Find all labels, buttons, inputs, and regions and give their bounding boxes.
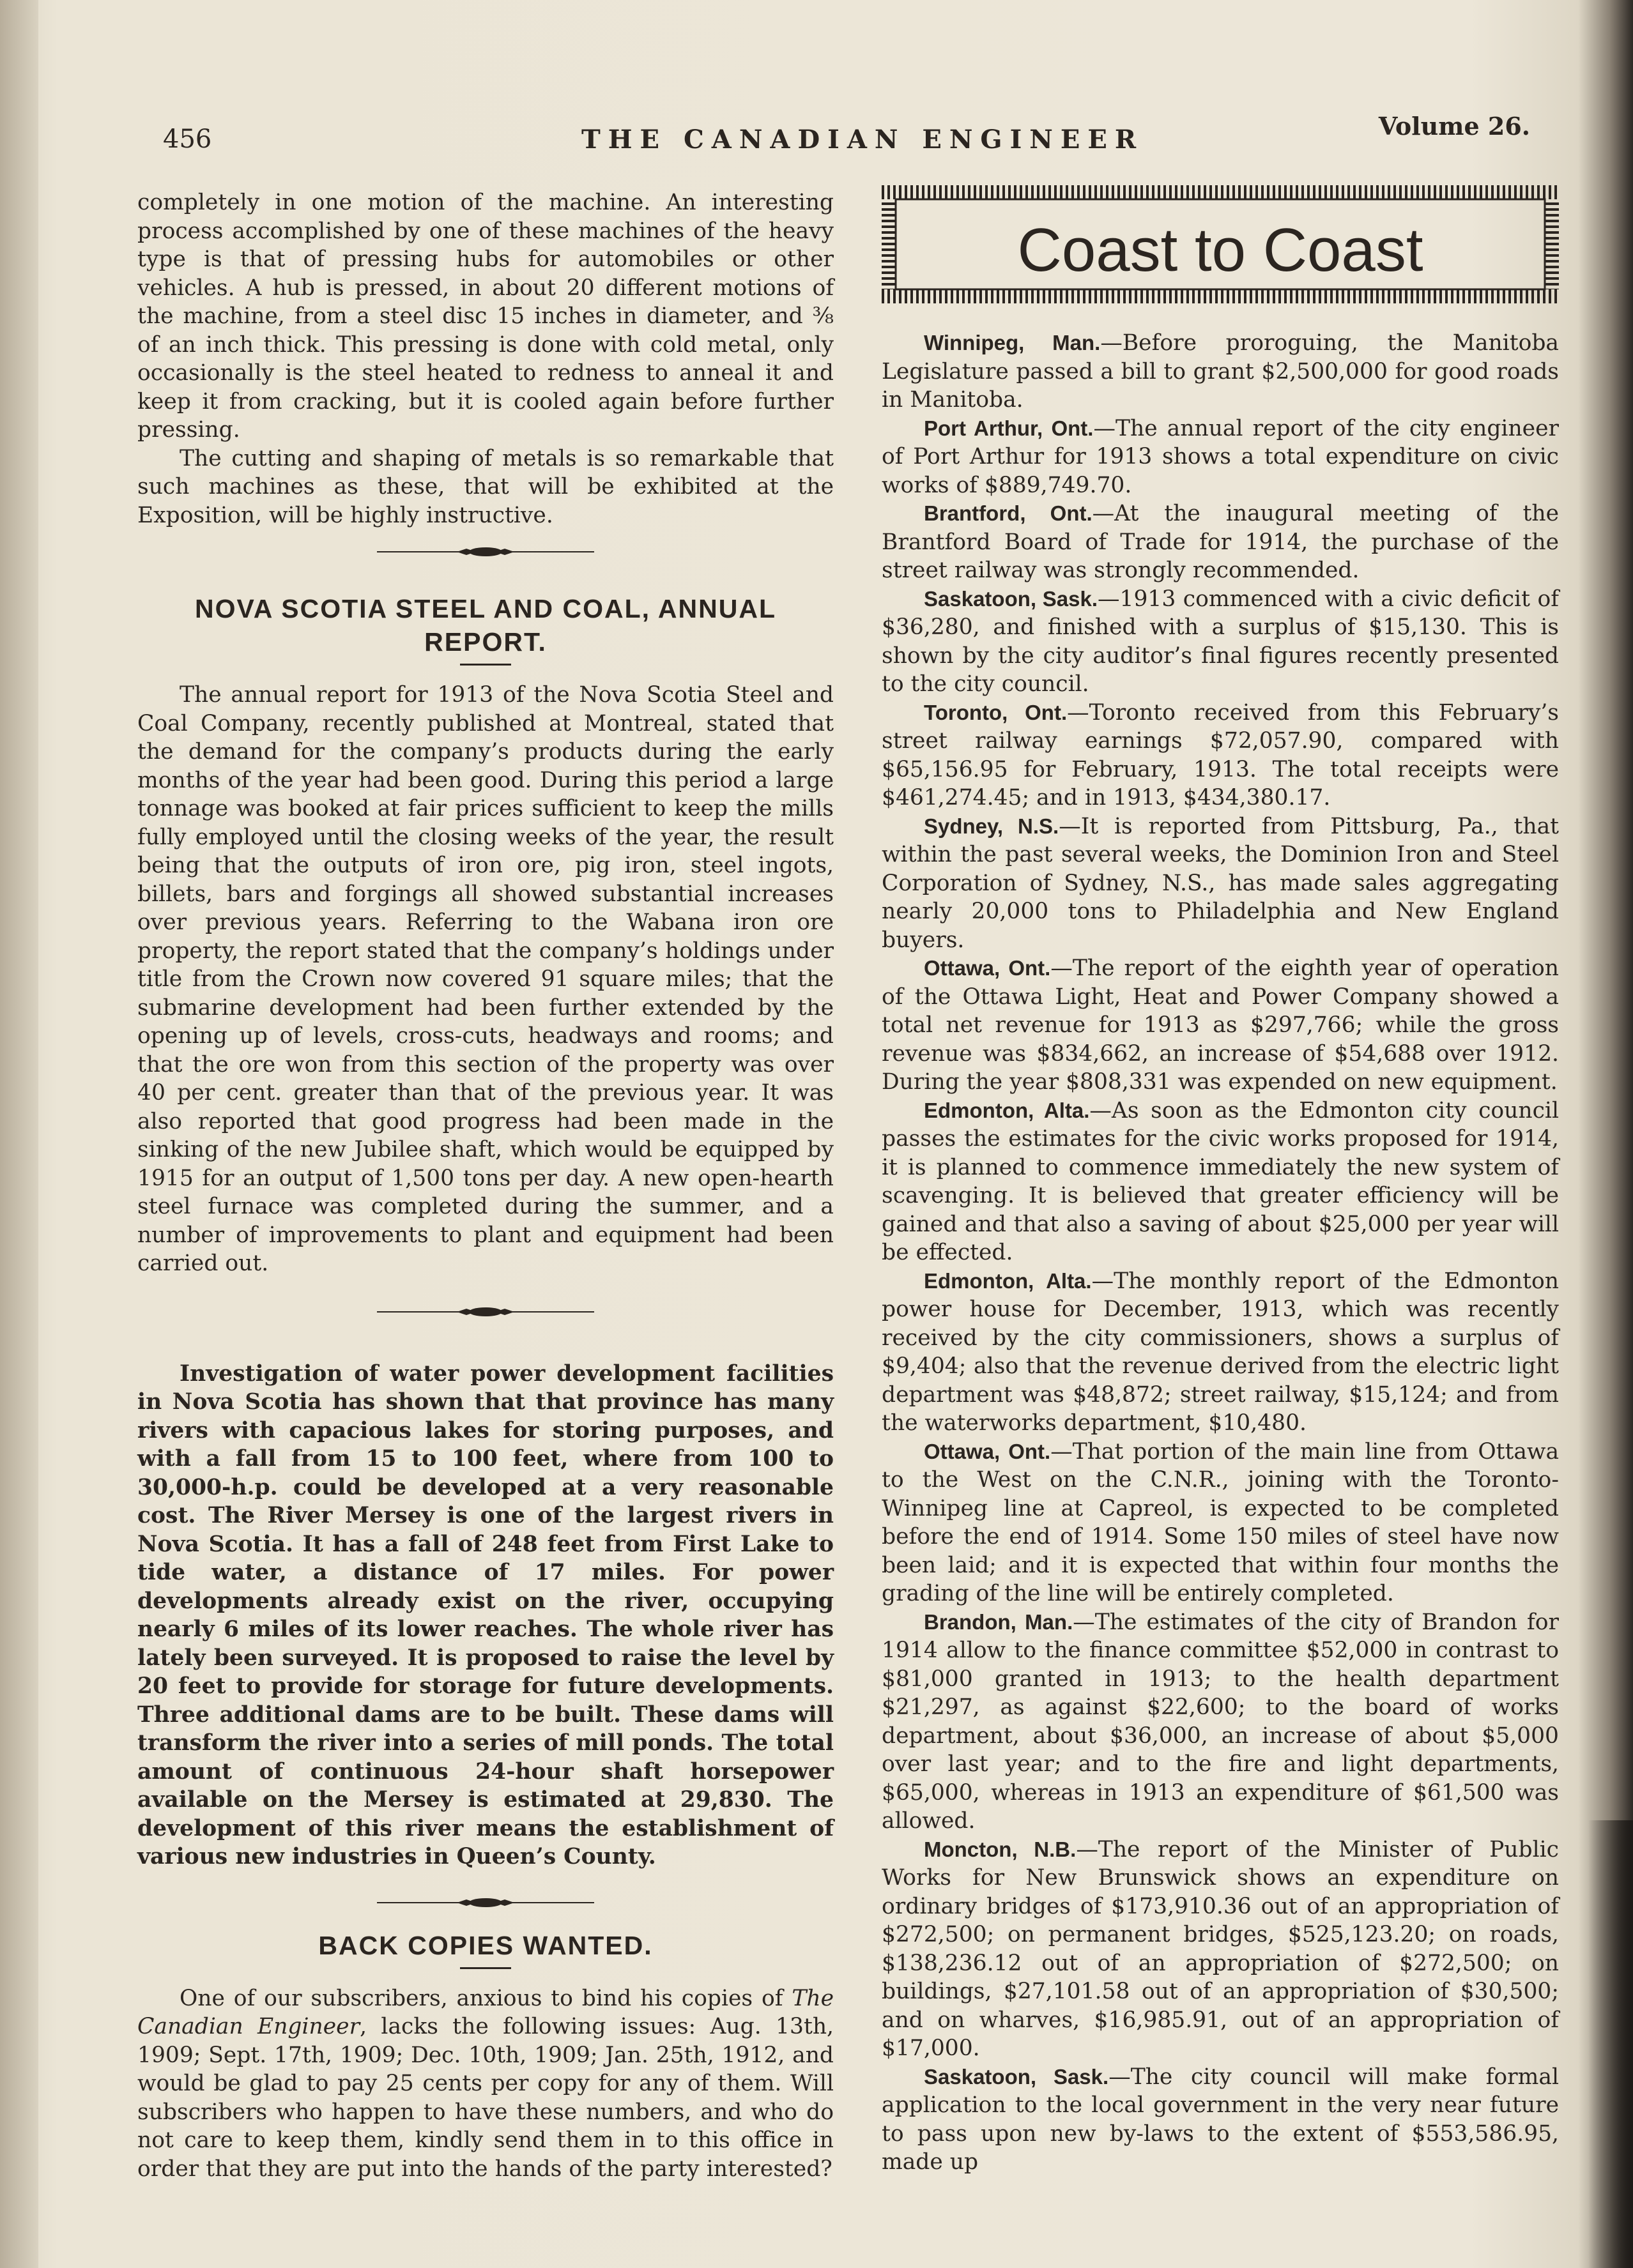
right-column [882, 185, 1559, 2177]
news-entry-text: —The report of the Minister of Public Works for New Brunswick shows an expenditure on ordinary bridges of $173,910.36 out of an appropriation of $272,500; on permanent bridges, $525,123.20; on roads, $138,236.12 out of an appropriation of $272,500; on buildings, $27,101.58 out of an appropriation of $30,500; and on wharves, $16,985.91, out of an appropriation of $17,000. [882, 1836, 1559, 2061]
article-title-back-copies: BACK COPIES WANTED. [318, 1930, 653, 1960]
news-entry [882, 2063, 1559, 2177]
news-entry [882, 812, 1559, 955]
article-body-nova-scotia: The annual report for 1913 of the Nova Scotia Steel and Coal Company, recently published at Montreal, stated that the demand for the company’s products during the early months of the year had been good. During this period a large tonnage was booked at fair prices sufficient to keep the mills fully employed until the closing weeks of the year, the result being that the outputs of iron ore, pig iron, steel ingots, billets, bars and forgings all showed substantial increases over previous years. Referring to the Wabana iron ore property, the report stated that the company’s holdings under title from the Crown now covered 91 square miles; that the submarine development had been further extended by the opening up of levels, cross-cuts, headways and rooms; and that the ore won from this section of the property was over 40 per cent. greater than that of the previous year. It was also reported that good progress had been made in the sinking of the new Jubilee shaft, which would be equipped by 1915 for an output of 1,500 tons per day. A new open-hearth steel furnace was completed during the summer, and a number of improvements to plant and equipment had been carried out. [137, 682, 834, 1276]
news-entry-place: Saskatoon, Sask. [924, 586, 1098, 611]
news-entry-text: —It is reported from Pittsburg, Pa., that within the past several weeks, the Dominion Iron and Steel Corporation of Sydney, N.S., has made sales aggregating nearly 20,000 tons to Philadelphia and New England buyers. [882, 813, 1560, 953]
news-entry-text: —1913 commenced with a civic deficit of $36,280, and finished with a surplus of $15,130. This is shown by the city auditor’s final figures recently presented to the city council. [882, 586, 1559, 697]
news-entry-text: —The report of the eighth year of operation of the Ottawa Light, Heat and Power Company showed a total net revenue for 1913 as $297,766; while the gross revenue was $834,662, an increase of $54,688 over 1912. During the year $808,331 was expended on new equipment. [882, 955, 1559, 1095]
news-entry [882, 329, 1559, 415]
left-column [137, 188, 834, 2183]
news-entry-place: Port Arthur, Ont. [924, 416, 1094, 440]
news-entry [882, 499, 1559, 585]
news-entry [882, 415, 1559, 500]
news-entry-text: —The monthly report of the Edmonton power house for December, 1913, which was recently received by the city commissioners, shows a surplus of $9,404; also that the revenue derived from the electric light department was $48,872; street railway, $15,124; and from the waterworks department, $10,480. [882, 1268, 1559, 1436]
news-entry-text: —Toronto received from this February’s street railway earnings $72,057.90, compared with $65,156.95 for February, 1913. The total receipts were $461,274.45; and in 1913, $434,380.17. [882, 699, 1559, 811]
news-entry-place: Edmonton, Alta. [924, 1098, 1090, 1122]
news-entry-text: —Before proroguing, the Manitoba Legislature passed a bill to grant $2,500,000 for good roads in Manitoba. [882, 330, 1559, 413]
news-entry-text: —The annual report of the city engineer of Port Arthur for 1913 shows a total expenditure on civic works of $889,749.70. [882, 415, 1560, 498]
news-entry-place: Moncton, N.B. [924, 1837, 1077, 1861]
news-entries-list [882, 329, 1559, 2177]
news-entry [882, 699, 1559, 812]
news-entry-text: —The city council will make formal application to the local government in the very near future to pass upon new by-laws to the extent of $553,586.95, made up [882, 2064, 1559, 2175]
news-entry-text: —At the inaugural meeting of the Brantford Board of Trade for 1914, the purchase of the street railway was strongly recommended. [882, 501, 1559, 583]
news-entry [882, 1267, 1559, 1438]
page-edge-shadow [1588, 1820, 1633, 2268]
news-entry [882, 1438, 1559, 1608]
page-binding-shadow [0, 0, 38, 2268]
title-underline [460, 1967, 511, 1969]
coast-to-coast-title: Coast to Coast [1017, 216, 1423, 284]
news-entry-place: Brantford, Ont. [924, 501, 1092, 525]
coast-to-coast-banner [882, 185, 1559, 303]
news-entry-text: —The estimates of the city of Brandon for 1914 allow to the finance committee $52,000 in contrast to $81,000 granted in 1913; to the health department $21,297, as against $22,600; to the board of works department, about $36,000, an increase of about $5,000 over last year; and to the fire and light departments, $65,000, whereas in 1913 an expenditure of $61,500 was allowed. [882, 1609, 1560, 1834]
news-entry-place: Ottawa, Ont. [924, 956, 1051, 980]
journal-title: THE CANADIAN ENGINEER [581, 125, 1144, 155]
news-entry-place: Winnipeg, Man. [924, 331, 1101, 354]
news-entry-place: Sydney, N.S. [924, 814, 1059, 838]
news-entry-place: Brandon, Man. [924, 1610, 1073, 1634]
news-entry [882, 954, 1559, 1097]
news-entry-place: Saskatoon, Sask. [924, 2064, 1109, 2089]
article-body-water-power: Investigation of water power development facilities in Nova Scotia has shown that that province has many rivers with capacious lakes for storing purposes, and with a fall from 15 to 100 feet, where from 100 to 30,000-h.p. could be developed at a very reasonable cost. The River Mersey is one of the largest rivers in Nova Scotia. It has a fall of 248 feet from First Lake to tide water, a distance of 17 miles. For power developments already exist on the river, occupying nearly 6 miles of its lower reaches. The whole river has lately been surveyed. It is proposed to raise the level by 20 feet to provide for storage for future developments. Three additional dams are to be built. These dams will transform the river into a series of mill ponds. The total amount of continuous 24-hour shaft horsepower available on the Mersey is estimated at 29,830. The development of this river means the establishment of various new industries in Queen’s County. [137, 1360, 834, 1869]
journal-name-italic: The Canadian Engineer [137, 1985, 834, 2039]
spacer [137, 1334, 834, 1360]
volume-label: Volume 26. [1378, 112, 1530, 141]
back-copies-text-start: One of our subscribers, anxious to bind his copies of [180, 1985, 792, 2011]
news-entry [882, 585, 1559, 699]
news-entry-place: Edmonton, Alta. [924, 1268, 1092, 1293]
news-entry-place: Toronto, Ont. [924, 700, 1068, 724]
article-body-back-copies [137, 1984, 834, 2184]
news-entry [882, 1608, 1559, 1836]
news-entry-text: —As soon as the Edmonton city council passes the estimates for the civic works proposed for 1914, it is planned to commence immediately the new system of scavenging. It is believed that greater efficiency will be gained and that also a saving of about $25,000 per year will be effected. [882, 1097, 1559, 1265]
page-header [163, 112, 1530, 156]
news-entry [882, 1836, 1559, 2063]
back-copies-text-end: , lacks the following issues: Aug. 13th, 1909; Sept. 17th, 1909; Dec. 10th, 1909; Jan. 25th, 1912, and would be glad to pay 25 cents per copy for any of them. Will subscribers who happen to have these numbers, and who do not care to keep them, kindly send them in to this office in order that they are put into the hands of the party interested? [137, 2014, 834, 2182]
title-underline [460, 664, 511, 666]
section-divider-ornament [137, 1290, 834, 1334]
page-number: 456 [163, 125, 212, 154]
news-entry-text: —That portion of the main line from Ottawa to the West on the C.N.R., joining with the Toronto-Winnipeg line at Capreol, is expected to be completed before the end of 1914. Some 150 miles of steel have now been laid; and it is expected that within four months the grading of the line will be entirely completed. [882, 1438, 1560, 1606]
section-divider-ornament [137, 1880, 834, 1925]
intro-paragraph-1: completely in one motion of the machine. An interesting process accomplished by one of these machines of the heavy type is that of pressing hubs for automobiles or other vehicles. A hub is pressed, in about 20 different motions of the machine, from a steel disc 15 inches in diameter, and ⅜ of an inch thick. This pressing is done with cold metal, only occasionally is the steel heated to redness to anneal it and keep it from cracking, but it is cooled again before further pressing. [137, 190, 834, 443]
news-entry-place: Ottawa, Ont. [924, 1439, 1051, 1463]
article-title-nova-scotia: NOVA SCOTIA STEEL AND COAL, ANNUAL REPORT. [194, 594, 777, 657]
intro-paragraph-2: The cutting and shaping of metals is so remarkable that such machines as these, that will be exhibited at the Exposition, will be highly instructive. [137, 445, 834, 528]
section-divider-ornament [137, 529, 834, 574]
news-entry [882, 1097, 1559, 1267]
